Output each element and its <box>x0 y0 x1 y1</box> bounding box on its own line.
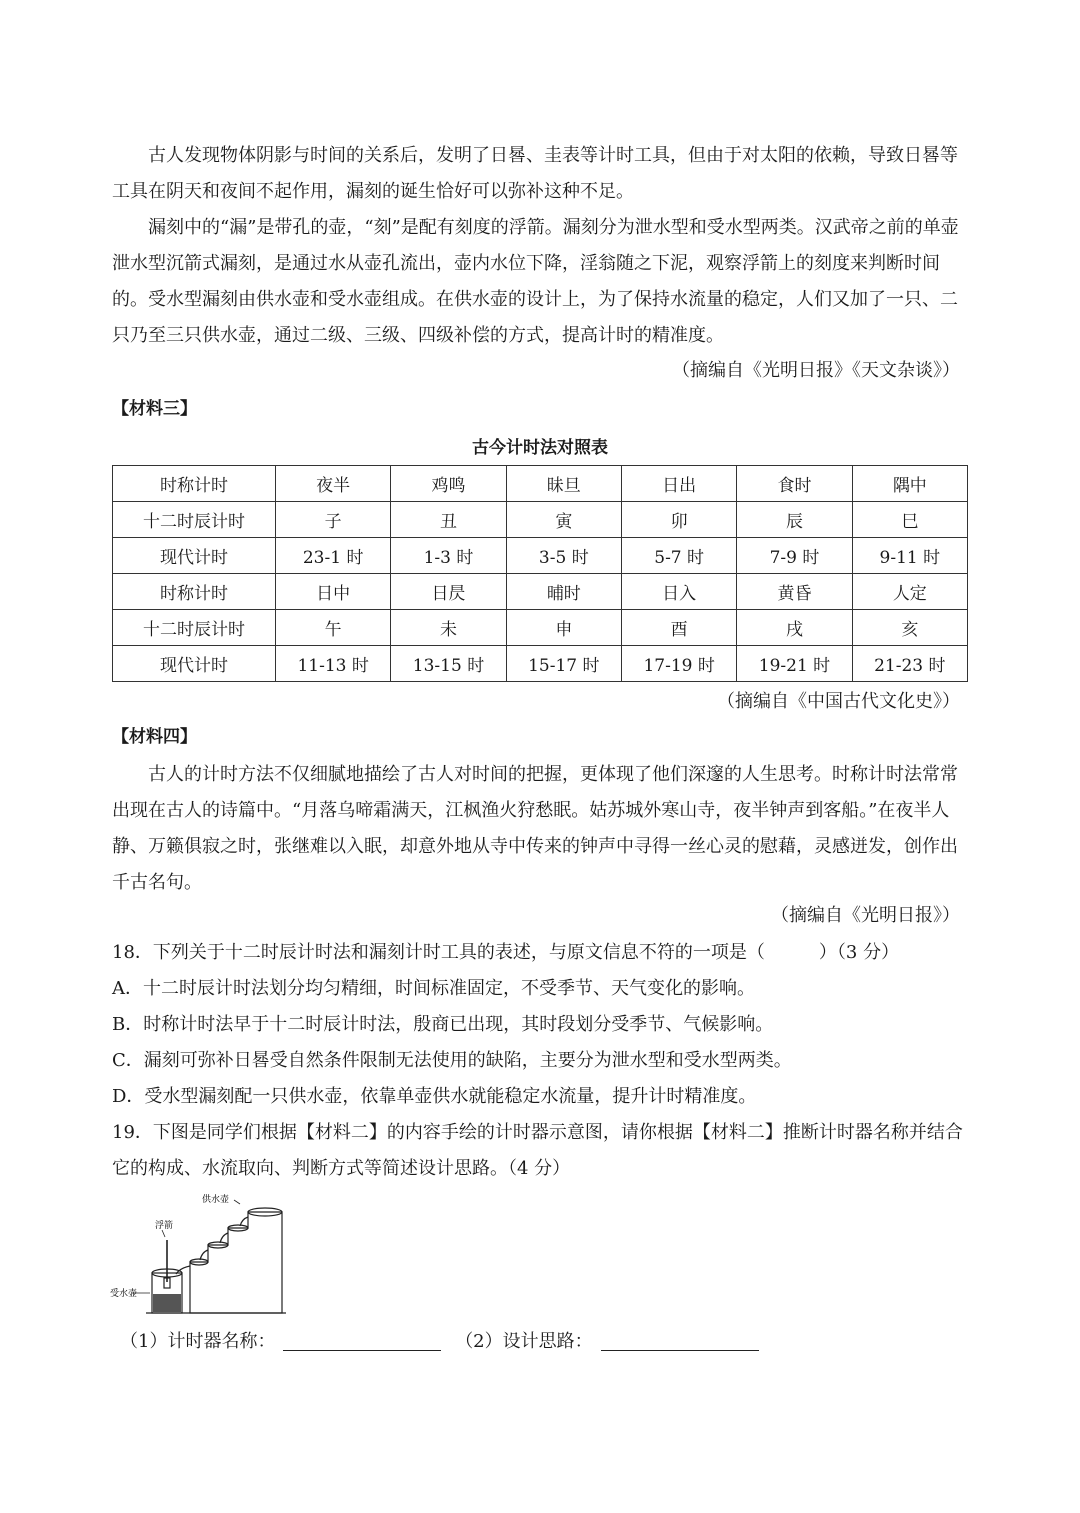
table-cell: 夜半 <box>276 466 391 502</box>
q18-stem: 18．下列关于十二时辰计时法和漏刻计时工具的表述，与原文信息不符的一项是（ ）（3 分） <box>112 942 900 963</box>
table-cell: 日出 <box>621 466 736 502</box>
label-supply-vessel: 供水壶 <box>202 1195 230 1205</box>
material3-source: （摘编自《中国古代文化史》） <box>717 691 960 712</box>
water-clock-diagram <box>110 1190 290 1320</box>
label-float-arrow: 浮箭 <box>155 1221 174 1231</box>
table-cell: 7-9 时 <box>737 538 852 574</box>
material4-source: （摘编自《光明日报》） <box>771 905 960 926</box>
material4-heading: 【材料四】 <box>112 727 197 747</box>
material2-para2: 漏刻中的“漏”是带孔的壶，“刻”是配有刻度的浮箭。漏刻分为泄水型和受水型两类。汉武帝之前的单壶泄水型沉箭式漏刻，是通过水从壶孔流出，壶内水位下降，淫翁随之下泥，观察浮箭上的刻度来判断时间的。受水型漏刻由供水壶和受水壶组成。在供水壶的设计上，为了保持水流量的稳定，人们又加了一只、二只乃至三只供水壶，通过二级、三级、四级补偿的方式，提高计时的精准度。 <box>112 217 959 346</box>
material2-para1: 古人发现物体阴影与时间的关系后，发明了日晷、圭表等计时工具，但由于对太阳的依赖，导致日晷等工具在阴天和夜间不起作用，漏刻的诞生恰好可以弥补这种不足。 <box>112 145 958 202</box>
table-cell: 戌 <box>737 610 852 646</box>
table-row-header: 时称计时 <box>113 574 276 610</box>
answer2-label: （2）设计思路： <box>455 1331 593 1352</box>
table-cell: 1-3 时 <box>391 538 506 574</box>
q18-option-b: B．时称计时法早于十二时辰计时法，殷商已出现，其时段划分受季节、气候影响。 <box>112 1014 774 1035</box>
table-cell: 亥 <box>852 610 967 646</box>
table-cell: 寅 <box>506 502 621 538</box>
table-row-header: 十二时辰计时 <box>113 502 276 538</box>
table-cell: 5-7 时 <box>621 538 736 574</box>
table-cell: 辰 <box>737 502 852 538</box>
table-row-header: 十二时辰计时 <box>113 610 276 646</box>
table-cell: 日昃 <box>391 574 506 610</box>
q19-answers <box>120 1324 978 1360</box>
table-cell: 申 <box>506 610 621 646</box>
table-cell: 未 <box>391 610 506 646</box>
q18-option-c: C．漏刻可弥补日晷受自然条件限制无法使用的缺陷，主要分为泄水型和受水型两类。 <box>112 1050 792 1071</box>
q18-option-a: A．十二时辰计时法划分均匀精细，时间标准固定，不受季节、天气变化的影响。 <box>112 978 755 999</box>
table-cell: 人定 <box>852 574 967 610</box>
table-row <box>113 538 968 574</box>
table-row <box>113 466 968 502</box>
table-cell: 13-15 时 <box>391 646 506 682</box>
table-row-header: 现代计时 <box>113 538 276 574</box>
timekeeping-table <box>112 465 968 682</box>
material2-source: （摘编自《光明日报》《天文杂谈》） <box>672 360 960 381</box>
water-clock-drawing <box>110 1190 290 1320</box>
supply-vessels-shape <box>190 1212 282 1313</box>
material4-para: 古人的计时方法不仅细腻地描绘了古人对时间的把握，更体现了他们深邃的人生思考。时称计时法常常出现在古人的诗篇中。“月落乌啼霜满天，江枫渔火狩愁眠。姑苏城外寒山寺，夜半钟声到客船。”在夜半人静、万籁俱寂之时，张继难以入眠，却意外地从寺中传来的钟声中寻得一丝心灵的慰藉，灵感迸发，创作出千古名句。 <box>112 764 958 893</box>
table-title: 古今计时法对照表 <box>472 438 608 458</box>
table-row-header: 时称计时 <box>113 466 276 502</box>
table-cell: 3-5 时 <box>506 538 621 574</box>
table-row <box>113 610 968 646</box>
table-row-header: 现代计时 <box>113 646 276 682</box>
table-cell: 丑 <box>391 502 506 538</box>
material3-heading: 【材料三】 <box>112 399 197 419</box>
table-cell: 子 <box>276 502 391 538</box>
table-row <box>113 574 968 610</box>
table-cell: 17-19 时 <box>621 646 736 682</box>
table-cell: 昧旦 <box>506 466 621 502</box>
answer1-label: （1）计时器名称： <box>120 1331 276 1352</box>
table-cell: 15-17 时 <box>506 646 621 682</box>
table-cell: 隅中 <box>852 466 967 502</box>
table-cell: 晡时 <box>506 574 621 610</box>
table-cell: 黄昏 <box>737 574 852 610</box>
table-row <box>113 502 968 538</box>
q19-stem: 19．下图是同学们根据【材料二】的内容手绘的计时器示意图，请你根据【材料二】推断计时器名称并结合它的构成、水流取向、判断方式等简述设计思路。（4 分） <box>112 1122 963 1179</box>
table-cell: 巳 <box>852 502 967 538</box>
table-cell: 鸡鸣 <box>391 466 506 502</box>
table-cell: 卯 <box>621 502 736 538</box>
table-row <box>113 646 968 682</box>
table-cell: 21-23 时 <box>852 646 967 682</box>
label-receiving-vessel: 受水壶 <box>110 1289 138 1299</box>
table-cell: 食时 <box>737 466 852 502</box>
table-cell: 19-21 时 <box>737 646 852 682</box>
table-cell: 23-1 时 <box>276 538 391 574</box>
table-cell: 9-11 时 <box>852 538 967 574</box>
table-cell: 日入 <box>621 574 736 610</box>
q18-option-d: D．受水型漏刻配一只供水壶，依靠单壶供水就能稳定水流量，提升计时精准度。 <box>112 1086 757 1107</box>
table-cell: 日中 <box>276 574 391 610</box>
answer2-blank[interactable] <box>601 1330 759 1351</box>
table-cell: 11-13 时 <box>276 646 391 682</box>
answer1-blank[interactable] <box>283 1330 441 1351</box>
table-cell: 午 <box>276 610 391 646</box>
table-cell: 酉 <box>621 610 736 646</box>
